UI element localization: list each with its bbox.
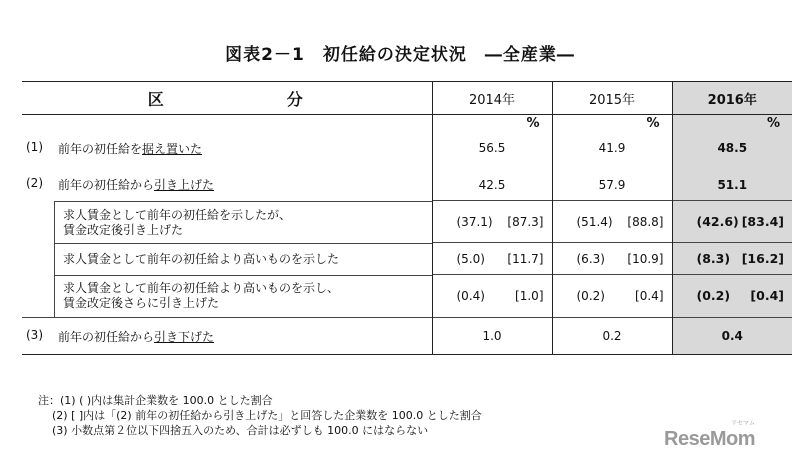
logo-small-text: リセマム: [731, 421, 755, 427]
row-3-2016: 0.4: [672, 317, 792, 354]
subrow-3-2016-a: (0.2): [696, 288, 731, 304]
row-3-2014: 1.0: [432, 317, 552, 354]
subrow-1-2014-a: (37.1): [456, 214, 493, 229]
row-2-2015: 57.9: [552, 171, 672, 201]
row-2-label: [58, 176, 214, 193]
table-row: [22, 133, 792, 163]
subrow-3-2016-b: [0.4]: [750, 288, 784, 304]
table-subrow: [22, 243, 792, 275]
subrow-3-2015-a: (0.2): [576, 288, 605, 303]
row-1-2016: 48.5: [672, 133, 792, 163]
row-3-label: [58, 328, 214, 345]
subrow-2-2016-b: [16.2]: [741, 251, 784, 266]
footnote-3: (3) 小数点第２位以下四捨五入のため、合計は必ずしも 100.0 にはならない: [38, 424, 429, 437]
subrow-3-line-1: 求人賃金として前年の初任給より高いものを示し、: [63, 280, 340, 295]
subrow-2-2015-a: (6.3): [576, 251, 605, 266]
subrow-2-line-1: 求人賃金として前年の初任給より高いものを示した: [63, 251, 340, 266]
row-3-number: (3): [26, 327, 43, 342]
row-1-label-underlined: 据え置いた: [142, 141, 203, 156]
subrow-1-2015-a: (51.4): [576, 214, 613, 229]
row-2-label-pre: 前年の初任給から: [58, 177, 155, 192]
subrow-1-2016-b: [83.4]: [741, 214, 784, 229]
row-3-label-pre: 前年の初任給から: [58, 329, 155, 344]
row-1-label-pre: 前年の初任給を: [58, 141, 143, 156]
subrow-1-2015-b: [88.8]: [627, 214, 664, 229]
subrow-2-2014-a: (5.0): [456, 251, 485, 266]
footnotes: [38, 393, 482, 438]
table-row: [22, 317, 792, 354]
row-1-label: [58, 140, 202, 157]
footnote-1: 注：(1) ( )内は集計企業数を 100.0 とした割合: [38, 394, 273, 407]
resemom-logo: [664, 421, 755, 451]
subrow-3-label: [63, 281, 339, 311]
row-2-number: (2): [26, 175, 43, 190]
page-title: 図表2－1 初任給の決定状況 ―全産業―: [225, 45, 575, 65]
footnote-2: (2) [ ]内は「(2) 前年の初任給から引き上げた」と回答した企業数を 100.0 とした割合: [38, 409, 482, 422]
subrow-3-2014-a: (0.4): [456, 288, 485, 303]
subrow-2-2014-b: [11.7]: [507, 251, 544, 266]
subrow-2-label: [63, 252, 339, 267]
subrow-2-2015-b: [10.9]: [627, 251, 664, 266]
subrow-2-2016-a: (8.3): [696, 251, 731, 266]
header-2015: 2015年: [552, 82, 672, 115]
header-kubun-2: 分: [286, 89, 306, 109]
header-kubun: [22, 82, 432, 115]
header-2016: 2016年: [672, 82, 792, 115]
row-1-number: (1): [26, 139, 43, 154]
row-3-2015: 0.2: [552, 317, 672, 354]
header-row: [22, 82, 792, 115]
header-kubun-1: 区: [147, 89, 167, 109]
subrow-1-line-2: 賃金改定後引き上げた: [63, 222, 184, 237]
row-1-2015: 41.9: [552, 133, 672, 163]
row-2-label-underlined: 引き上げた: [154, 177, 215, 192]
subrow-1-line-1: 求人賃金として前年の初任給を示したが、: [63, 207, 292, 222]
subrow-1-2014-b: [87.3]: [507, 214, 544, 229]
table-subrow: [22, 275, 792, 318]
row-2-2014: 42.5: [432, 171, 552, 201]
row-1-2014: 56.5: [432, 133, 552, 163]
row-3-label-underlined: 引き下げた: [154, 329, 215, 344]
subrow-3-line-2: 賃金改定後さらに引き上げた: [63, 295, 220, 310]
subrow-3-2015-b: [0.4]: [635, 288, 664, 303]
subrow-3-2014-b: [1.0]: [515, 288, 544, 303]
subrow-1-2016-a: (42.6): [696, 214, 739, 229]
table-subrow: [22, 201, 792, 243]
unit-2015: %: [552, 115, 672, 133]
starting-salary-table: [22, 81, 792, 355]
logo-text: ReseMom: [664, 428, 755, 450]
table-row: [22, 171, 792, 201]
unit-2016: %: [672, 115, 792, 133]
header-2014: 2014年: [432, 82, 552, 115]
unit-row: [22, 115, 792, 133]
unit-2014: %: [432, 115, 552, 133]
subrow-1-label: [63, 208, 291, 238]
row-2-2016: 51.1: [672, 171, 792, 201]
